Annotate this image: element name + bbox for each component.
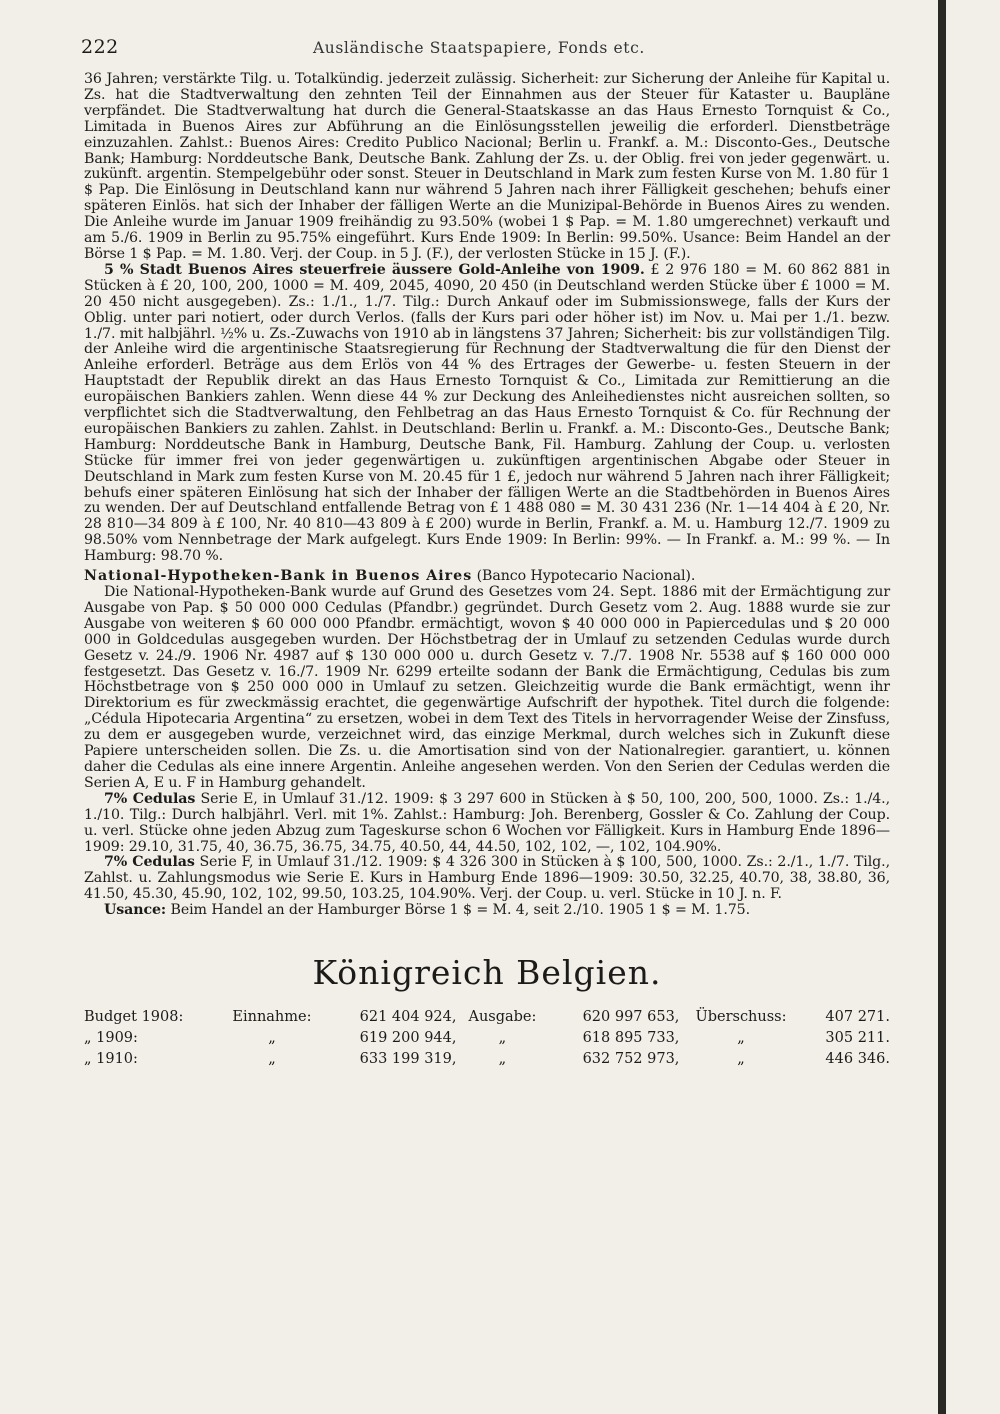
budget-year: „ 1909: [84,1029,138,1046]
budget-year: Budget 1908: [84,1008,184,1025]
income-label: „ [268,1029,276,1046]
surplus-value: 305 211. [825,1029,890,1046]
paragraph-usance [84,903,890,919]
expense-value: 618 895 733, [582,1029,680,1046]
surplus-value: 446 346. [825,1050,890,1067]
expense-label: Ausgabe: [468,1008,537,1025]
surplus-value: 407 271. [825,1008,890,1025]
budget-row [84,1048,890,1069]
budget-table [84,1006,890,1069]
expense-value: 632 752 973, [582,1050,680,1067]
surplus-label: „ [737,1029,745,1046]
budget-year: „ 1910: [84,1050,138,1067]
expense-label: „ [498,1029,507,1046]
country-title: Königreich Belgien. [312,953,662,993]
paragraph-cedulas-serie-e [84,792,890,856]
loan-heading: 5 % Stadt Buenos Aires steuerfreie äussere Gold-Anleihe von 1909. [104,261,645,278]
running-title: Ausländische Staatspapiere, Fonds etc. [313,39,645,57]
expense-value: 620 997 653, [582,1008,680,1025]
page-header [81,36,890,72]
usance-body: Beim Handel an der Hamburger Börse 1 $ = M. 4, seit 2./10. 1905 1 $ = M. 1.75. [170,902,750,919]
income-label: „ [268,1050,276,1067]
bank-heading-suffix: (Banco Hypotecario Nacional). [476,568,696,585]
bank-heading: National-Hypotheken-Bank in Buenos Aires [84,568,473,585]
income-value: 621 404 924, [359,1008,457,1025]
cedulas-e-heading: 7% Cedulas [104,790,196,807]
surplus-label: Überschuss: [695,1008,787,1025]
paragraph-buenos-aires-loan [84,263,890,565]
expense-label: „ [498,1050,507,1067]
cedulas-e-body: Serie E, in Umlauf 31./12. 1909: $ 3 297 600 in Stücken à $ 50, 100, 200, 500, 1000. Zs.: 1./4., 1./10. Tilg.: Durch halbjährl. Verl. mit 1%. Zahlst.: Hamburg: Joh. Berenberg, Gossler & Co. Zahlung der Coup. u. verl. Stücke ohne jeden Abzug zum Tageskurse schon 6 Wochen vor Fälligkeit. Kurs in Hamburg Ende 1896—1909: 29.10, 31.75, 40, 36.75, 36.75, 34.75, 40.50, 44, 44.50, 102, 102, —, 102, 104.90%. [84,790,890,855]
loan-body: £ 2 976 180 = M. 60 862 881 in Stücken à £ 20, 100, 200, 1000 = M. 409, 2045, 4090, 20 450 (in Deutschland werden Stücke über £ 1000 = M. 20 450 nicht ausgegeben). Zs.: 1./1., 1./7. Tilg.: Durch Ankauf oder im Submissionswege, falls der Kurs der Oblig. unter pari notiert, oder durch Verlos. (falls der Kurs pari oder höher ist) im Nov. u. Mai per 1./1. bezw. 1./7. mit halbjährl. ½% u. Zs.-Zuwachs von 1910 ab in längstens 37 Jahren; Sicherheit: bis zur vollständigen Tilg. der Anleihe wird die argentinische Staatsregierung für Rechnung der Stadtverwaltung die für den Dienst der Anleihe erforderl. Beträge aus dem Erlös von 44 % des Ertrages der Gewerbe- u. festen Steuern in der Hauptstadt der Republik direkt an das Haus Ernesto Tornquist & Co., Limitada zur Remittierung an die europäischen Bankiers zahlen. Wenn diese 44 % zur Deckung des Anleihedienstes nicht ausreichen sollten, so verpflichtet sich die Stadtverwaltung, den Fehlbetrag an das Haus Ernesto Tornquist & Co. für Rechnung der europäischen Bankiers zu zahlen. Zahlst. in Deutschland: Berlin u. Frankf. a. M.: Disconto-Ges., Deutsche Bank; Hamburg: Norddeutsche Bank in Hamburg, Deutsche Bank, Fil. Hamburg. Zahlung der Coup. u. verlosten Stücke für immer frei von jeder gegenwärtigen u. zukünftigen argentinischen Abgabe oder Steuer in Deutschland in Mark zum festen Kurse von M. 20.45 für 1 £, jedoch nur während 5 Jahren nach ihrer Fälligkeit; behufs einer späteren Einlösung hat sich der Inhaber der fälligen Werte an die Stadtbehörden in Buenos Aires zu wenden. Der auf Deutschland entfallende Betrag von £ 1 488 080 = M. 30 431 236 (Nr. 1—14 404 à £ 20, Nr. 28 810—34 809 à £ 100, Nr. 40 810—43 809 à £ 200) wurde in Berlin, Frankf. a. M. u. Hamburg 12./7. 1909 zu 98.50% vom Nennbetrage der Mark aufgelegt. Kurs Ende 1909: In Berlin: 99%. — In Frankf. a. M.: 99 %. — In Hamburg: 98.70 %. [84,261,890,565]
budget-row [84,1027,890,1048]
paragraph-cedulas-serie-f [84,855,890,903]
income-value: 633 199 319, [359,1050,457,1067]
cedulas-f-heading: 7% Cedulas [104,854,195,871]
budget-row [84,1006,890,1027]
paragraph-national-mortgage-bank [84,569,890,585]
usance-heading: Usance: [104,902,167,919]
body-text [84,72,890,919]
paragraph-continuation: 36 Jahren; verstärkte Tilg. u. Totalkündig. jederzeit zulässig. Sicherheit: zur Sicherung der Anleihe für Kapital u. Zs. hat die Stadtverwaltung den zehnten Teil der Einnahmen aus der Steuer für Kataster u. Baupläne verpfändet. Die Stadtverwaltung hat durch die General-Staatskasse an das Haus Ernesto Tornquist & Co., Limitada in Buenos Aires zur Abführung an die Einlösungsstellen jeweilig die erforderl. Dienstbeträge einzuzahlen. Zahlst.: Buenos Aires: Credito Publico Nacional; Berlin u. Frankf. a. M.: Disconto-Ges., Deutsche Bank; Hamburg: Norddeutsche Bank, Deutsche Bank. Zahlung der Zs. u. der Oblig. frei von jeder gegenwärt. u. zukünft. argentin. Stempelgebühr oder sonst. Steuer in Deutschland in Mark zum festen Kurse von M. 1.80 für 1 $ Pap. Die Einlösung in Deutschland kann nur während 5 Jahren nach ihrer Fälligkeit geschehen; behufs einer späteren Einlös. hat sich der Inhaber der fälligen Werte an die Munizipal-Behörde in Buenos Aires zu wenden. Die Anleihe wurde im Januar 1909 freihändig zu 93.50% (wobei 1 $ Pap. = M. 1.80 umgerechnet) verkauft und am 5./6. 1909 in Berlin zu 95.75% eingeführt. Kurs Ende 1909: In Berlin: 99.50%. Usance: Beim Handel an der Börse 1 $ Pap. = M. 1.80. Verj. der Coup. in 5 J. (F.), der verlosten Stücke in 15 J. (F.). [84,71,890,262]
page-number: 222 [81,36,119,58]
document-page [81,36,890,1069]
surplus-label: „ [737,1050,745,1067]
paragraph-bank-body: Die National-Hypotheken-Bank wurde auf Grund des Gesetzes vom 24. Sept. 1886 mit der Ermächtigung zur Ausgabe von Pap. $ 50 000 000 Cedulas (Pfandbr.) gegründet. Durch Gesetz vom 2. Aug. 1888 wurde sie zur Ausgabe von weiteren $ 60 000 000 Pfandbr. ermächtigt, wovon $ 40 000 000 in Papiercedulas und $ 20 000 000 in Goldcedulas ausgegeben wurden. Der Höchstbetrag der in Umlauf zu setzenden Cedulas wurde durch Gesetz v. 24./9. 1906 Nr. 4987 auf $ 130 000 000 u. durch Gesetz v. 7./7. 1908 Nr. 5538 auf $ 160 000 000 festgesetzt. Das Gesetz v. 16./7. 1909 Nr. 6299 erteilte sodann der Bank die Ermächtigung, Cedulas bis zum Höchstbetrage von $ 250 000 000 in Umlauf zu setzen. Gleichzeitig wurde die Bank ermächtigt, wenn ihr Direktorium es für zweckmässig erachtet, die gegenwärtige Aufschrift der hypothek. Titel durch die folgende: „Cédula Hipotecaria Argentina“ zu ersetzen, wobei in dem Text des Titels in hervorragender Weise der Zinsfuss, zu dem er ausgegeben wurde, verzeichnet wird, das einzige Merkmal, durch welches sich in Zukunft diese Papiere unterscheiden sollen. Die Zs. u. die Amortisation sind von der Nationalregier. garantiert, u. können daher die Cedulas als eine innere Argentin. Anleihe angesehen werden. Von den Serien der Cedulas werden die Serien A, E u. F in Hamburg gehandelt. [84,584,890,791]
income-label: Einnahme: [232,1008,312,1025]
page-edge-rule [938,0,946,1414]
income-value: 619 200 944, [359,1029,457,1046]
cedulas-f-body: Serie F, in Umlauf 31./12. 1909: $ 4 326 300 in Stücken à $ 100, 500, 1000. Zs.: 2./1., 1./7. Tilg., Zahlst. u. Zahlungsmodus wie Serie E. Kurs in Hamburg Ende 1896—1909: 30.50, 32.25, 40.70, 38, 38.80, 36, 41.50, 45.30, 45.90, 102, 102, 99.50, 103.25, 104.90%. Verj. der Coup. u. verl. Stücke in 10 J. n. F. [84,854,890,903]
